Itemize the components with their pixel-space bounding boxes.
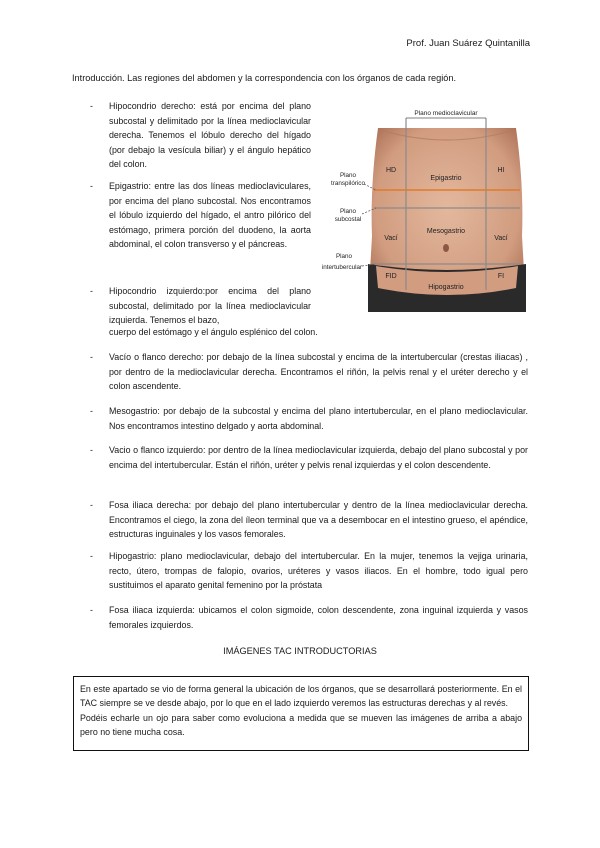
- item-text: Vacio o flanco izquierdo: por dentro de la línea medioclavicular izquierda, debajo del plano subcostal y por encima del intertubercular. Están el riñón, uréter y pelvis renal izquierdas y el colon descendente.: [109, 445, 528, 470]
- list-item: [90, 603, 528, 632]
- label-subcostal-1: Plano: [339, 208, 357, 215]
- list-item: [90, 99, 311, 172]
- author-header: Prof. Juan Suárez Quintanilla: [406, 38, 530, 49]
- region-fid: FID: [385, 273, 397, 280]
- region-mesogastrio: Mesogastrio: [426, 228, 466, 235]
- label-subcostal-2: subcostal: [334, 216, 362, 223]
- list-dash: -: [90, 352, 93, 362]
- note-paragraph-2: Podéis echarle un ojo para saber como evoluciona a medida que se mueven las imágenes de arriba a abajo pero no tiene mucha cosa.: [80, 712, 522, 737]
- list-item: [90, 443, 528, 472]
- region-hd: HD: [385, 167, 397, 174]
- list-item: [90, 498, 528, 542]
- item-text: Hipocondrio derecho: está por encima del plano subcostal y delimitado por la línea medioclavicular derecha. Tenemos el lóbulo derecho del hígado (por debajo la vesícula biliar) y el ángulo hepático del colon.: [109, 101, 311, 169]
- abdomen-regions-figure: [320, 106, 540, 318]
- item-text: Mesogastrio: por debajo de la subcostal y encima del plano intertubercular, en el plano medioclavicular. Nos encontramos intestino delgado y aorta abdominal.: [109, 406, 528, 431]
- item-text: Fosa iliaca derecha: por debajo del plano intertubercular y dentro de la línea medioclavicular derecha. Encontramos el ciego, la zona del íleon terminal que va a desembocar en el intestino grueso, el apéndice, estructuras inguinales y los vasos femorales.: [109, 500, 528, 539]
- intro-line: Introducción. Las regiones del abdomen y la correspondencia con los órganos de cada región.: [72, 73, 457, 83]
- list-item: [90, 284, 311, 328]
- item-text: Hipocondrio izquierdo:por encima del plano subcostal, delimitado por la línea medioclavicular izquierda. Tenemos el bazo,: [109, 286, 311, 325]
- list-dash: -: [90, 286, 93, 296]
- label-transpilorico-1: Plano: [339, 172, 357, 179]
- region-vi: Vací: [494, 235, 508, 242]
- list-dash: -: [90, 551, 93, 561]
- item-text: Hipogastrio: plano medioclavicular, debajo del intertubercular. En la mujer, tenemos la vejiga urinaria, recto, útero, trompas de falopio, ovarios, uréteres y vasos iliacos. En el hombre, todo igual pero sustituimos el aparato genital femenino por la próstata: [109, 551, 528, 590]
- list-item: [90, 179, 311, 252]
- note-paragraph-1: En este apartado se vio de forma general la ubicación de los órganos, que se desarrollará posteriormente. En el TAC siempre se ve desde abajo, por lo que en el lado izquierdo veremos las estructuras derechas y al revés.: [80, 684, 522, 709]
- region-hi: HI: [497, 167, 505, 174]
- list-dash: -: [90, 445, 93, 455]
- label-transpilorico-2: transpilórico: [331, 180, 365, 187]
- navel: [443, 244, 449, 252]
- region-hipogastrio: Hipogastrio: [428, 284, 464, 291]
- list-item: [90, 350, 528, 394]
- label-intertubercular-1: Plano: [335, 253, 353, 260]
- list-dash: -: [90, 181, 93, 191]
- list-item: [90, 404, 528, 433]
- label-medioclavicular: Plano medioclavicular: [414, 110, 478, 117]
- list-item: [90, 549, 528, 593]
- item-text: Epigastrio: entre las dos líneas medioclaviculares, por encima del plano subcostal. Nos encontramos el lóbulo izquierdo del hígado, el antro pilórico del estómago, primera porción del duodeno, la aorta abdominal, el colon transverso y el páncreas.: [109, 181, 311, 249]
- list-dash: -: [90, 406, 93, 416]
- list-dash: -: [90, 605, 93, 615]
- list-dash: -: [90, 500, 93, 510]
- list-dash: -: [90, 101, 93, 111]
- section-heading: IMÁGENES TAC INTRODUCTORIAS: [223, 646, 377, 656]
- item-text: Fosa iliaca izquierda: ubicamos el colon sigmoide, colon descendente, zona inguinal izquierda y vasos femorales izquierdos.: [109, 605, 528, 630]
- region-fi: FI: [497, 273, 505, 280]
- note-box: [73, 676, 529, 751]
- region-vd: Vací: [384, 235, 398, 242]
- region-epigastrio: Epigastrio: [430, 175, 462, 182]
- label-intertubercular-2: intertubercular: [321, 264, 363, 271]
- abdomen-regions-illustration: [320, 106, 540, 318]
- item-text-continuation: cuerpo del estómago y el ángulo esplénico del colon.: [109, 327, 318, 337]
- item-text: Vacío o flanco derecho: por debajo de la línea subcostal y encima de la intertubercular (crestas iliacas) , por dentro de la medioclavicular derecha. Encontramos el riñón, la pelvis renal y el uréter derecho y el colon ascendente.: [109, 352, 528, 391]
